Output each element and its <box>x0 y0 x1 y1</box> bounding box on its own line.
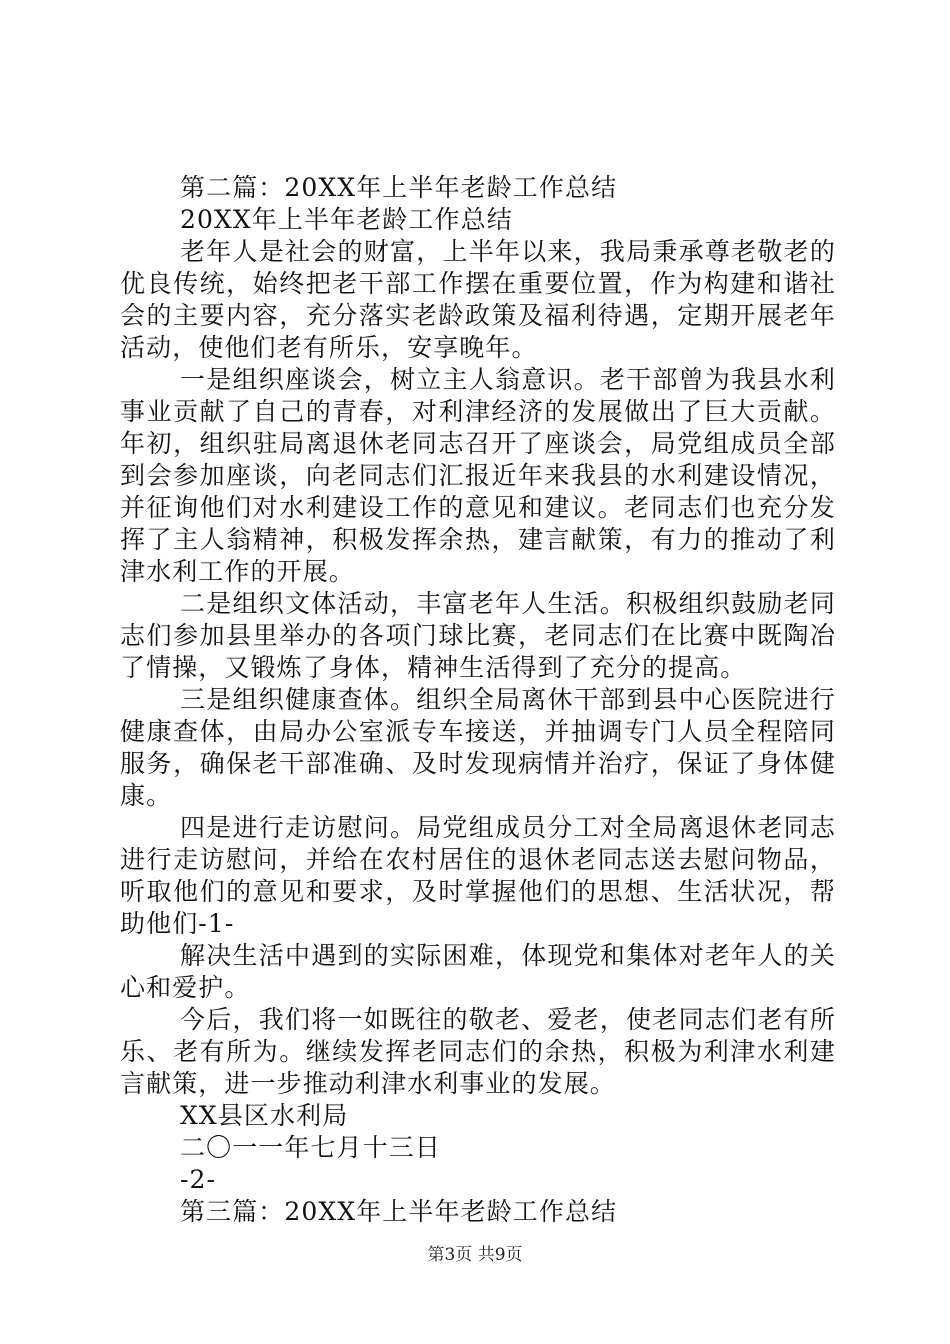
paragraph-continuation: 解决生活中遇到的实际困难，体现党和集体对老年人的关心和爱护。 <box>120 941 836 1002</box>
document-title: 20XX年上半年老龄工作总结 <box>180 205 513 234</box>
document-body <box>120 172 836 1228</box>
paragraph-item-4: 四是进行走访慰问。局党组成员分工对全局离退休老同志进行走访慰问，并给在农村居住的退休老同志送去慰问物品，听取他们的意见和要求，及时掌握他们的思想、生活状况，帮助他们-1- <box>120 813 836 938</box>
paragraph-intro: 老年人是社会的财富，上半年以来，我局秉承尊老敬老的优良传统，始终把老干部工作摆在重要位置，作为构建和谐社会的主要内容，充分落实老龄政策及福利待遇，定期开展老年活动，使他们老有所乐，安享晚年。 <box>120 237 836 362</box>
signature-date: 二〇一一年七月十三日 <box>180 1133 442 1162</box>
page-footer: 第3页 共9页 <box>427 1245 523 1265</box>
section-heading-2: 第二篇：20XX年上半年老龄工作总结 <box>180 173 618 202</box>
paragraph-conclusion: 今后，我们将一如既往的敬老、爱老，使老同志们老有所乐、老有所为。继续发挥老同志们的余热，积极为利津水利建言献策，进一步推动利津水利事业的发展。 <box>120 1005 836 1098</box>
paragraph-item-1: 一是组织座谈会，树立主人翁意识。老干部曾为我县水利事业贡献了自己的青春，对利津经济的发展做出了巨大贡献。年初，组织驻局离退休老同志召开了座谈会，局党组成员全部到会参加座谈，向老同志们汇报近年来我县的水利建设情况，并征询他们对水利建设工作的意见和建议。老同志们也充分发挥了主人翁精神，积极发挥余热，建言献策，有力的推动了利津水利工作的开展。 <box>120 365 836 586</box>
page-marker: -2- <box>180 1165 217 1194</box>
signature-organization: XX县区水利局 <box>180 1101 349 1130</box>
paragraph-item-3: 三是组织健康查体。组织全局离休干部到县中心医院进行健康查体，由局办公室派专车接送，并抽调专门人员全程陪同服务，确保老干部准确、及时发现病情并治疗，保证了身体健康。 <box>120 685 836 810</box>
paragraph-item-2: 二是组织文体活动，丰富老年人生活。积极组织鼓励老同志们参加县里举办的各项门球比赛，老同志们在比赛中既陶冶了情操，又锻炼了身体，精神生活得到了充分的提高。 <box>120 589 836 682</box>
section-heading-3: 第三篇：20XX年上半年老龄工作总结 <box>180 1197 618 1226</box>
